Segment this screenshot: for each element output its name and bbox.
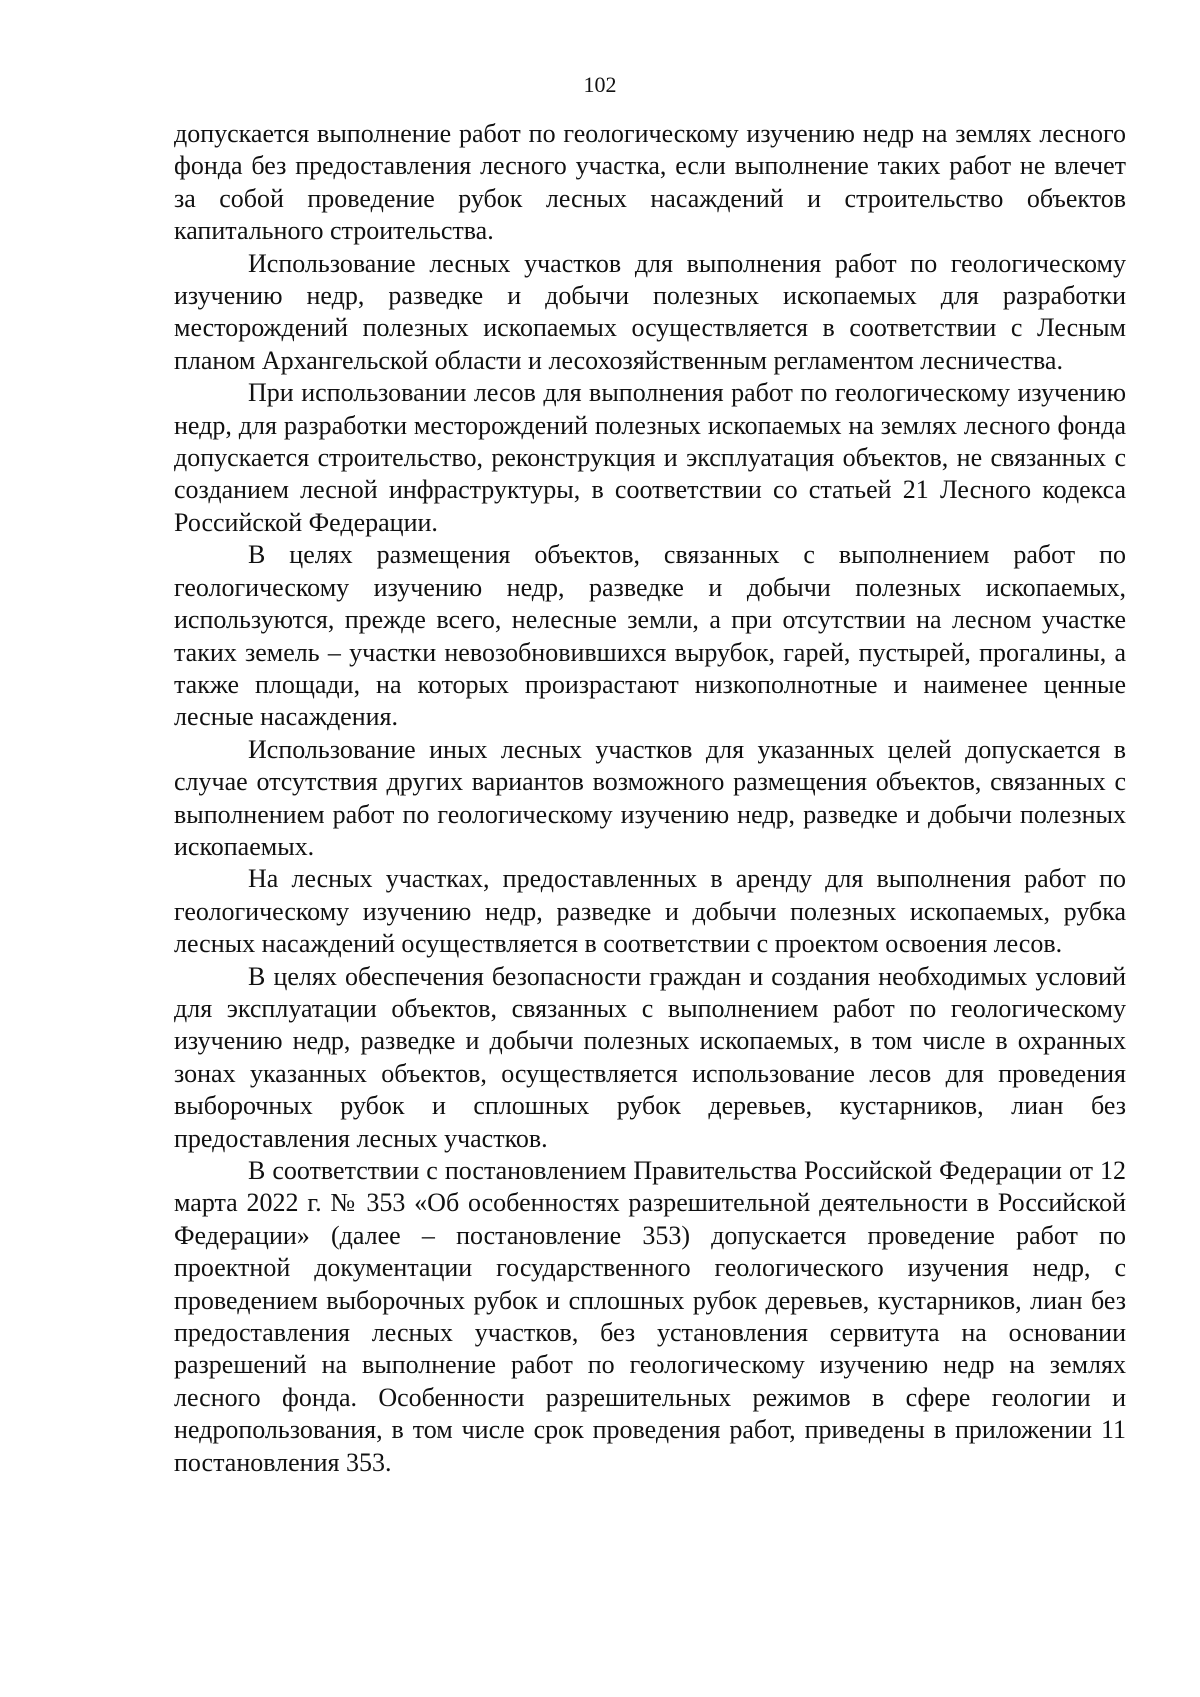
paragraph-construction-allowed: При использовании лесов для выполнения работ по геологическому изучению недр, для разработки месторождений полезных ископаемых на землях лесного фонда допускается строительство, реконструкция и эксплуатация объектов, не связанных с созданием лесной инфраструктуры, в соответствии со статьей 21 Лесного кодекса Российской Федерации. [174,378,1126,537]
page-number: 102 [583,72,617,97]
paragraph-continuation: допускается выполнение работ по геологическому изучению недр на землях лесного фонда без предоставления лесного участка, если выполнение таких работ не влечет за собой проведение рубок лесных насаждений и строительство объектов капитального строительства. [174,119,1126,246]
document-body [174,118,1126,1479]
paragraph-placement-of-objects: В целях размещения объектов, связанных с выполнением работ по геологическому изучению недр, разведке и добычи полезных ископаемых, используются, прежде всего, нелесные земли, а при отсутствии на лесном участке таких земель – участки невозобновившихся вырубок, гарей, пустырей, прогалины, а также площади, на которых произрастают низкополнотные и наименее ценные лесные насаждения. [174,540,1126,732]
paragraph-leased-plots: На лесных участках, предоставленных в аренду для выполнения работ по геологическому изучению недр, разведке и добычи полезных ископаемых, рубка лесных насаждений осуществляется в соответствии с проектом освоения лесов. [174,864,1126,959]
paragraph-government-resolution: В соответствии с постановлением Правительства Российской Федерации от 12 марта 2022 г. № 353 «Об особенностях разрешительной деятельности в Российской Федерации» (далее – постановление 353) допускается проведение работ по проектной документации государственного геологического изучения недр, с проведением выборочных рубок и сплошных рубок деревьев, кустарников, лиан без предоставления лесных участков, без установления сервитута на основании разрешений на выполнение работ по геологическому изучению недр на землях лесного фонда. Особенности разрешительных режимов в сфере геологии и недропользования, в том числе срок проведения работ, приведены в приложении 11 постановления 353. [174,1156,1126,1477]
paragraph-safety-measures: В целях обеспечения безопасности граждан и создания необходимых условий для эксплуатации объектов, связанных с выполнением работ по геологическому изучению недр, разведке и добычи полезных ископаемых, в том числе в охранных зонах указанных объектов, осуществляется использование лесов для проведения выборочных рубок и сплошных рубок деревьев, кустарников, лиан без предоставления лесных участков. [174,961,1126,1153]
paragraph-forest-plots-use: Использование лесных участков для выполнения работ по геологическому изучению недр, разведке и добычи полезных ископаемых для разработки месторождений полезных ископаемых осуществляется в соответствии с Лесным планом Архангельской области и лесохозяйственным регламентом лесничества. [174,248,1126,375]
paragraph-other-plots: Использование иных лесных участков для указанных целей допускается в случае отсутствия других вариантов возможного размещения объектов, связанных с выполнением работ по геологическому изучению недр, разведке и добычи полезных ископаемых. [174,734,1126,861]
